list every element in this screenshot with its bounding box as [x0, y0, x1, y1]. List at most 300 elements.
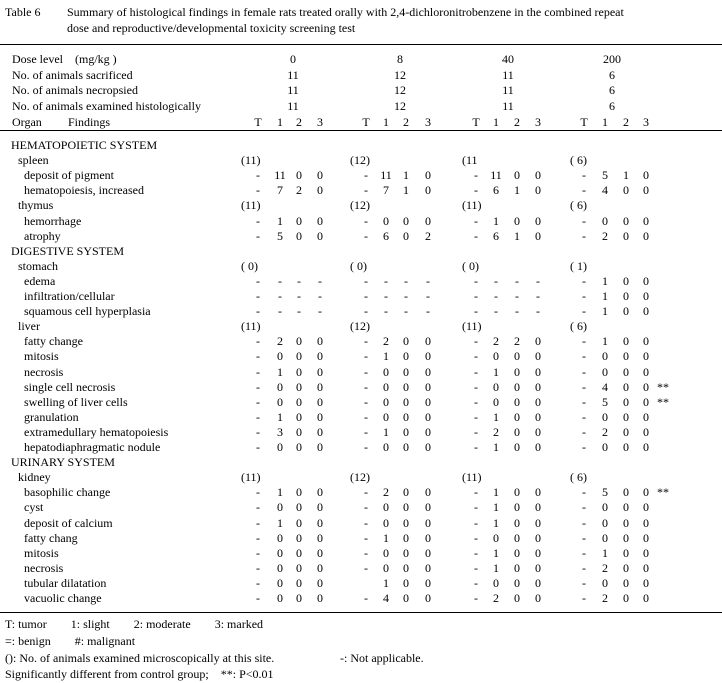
grade-cell: -	[364, 228, 368, 243]
header-row-value: 12	[394, 67, 406, 82]
grade-cell: 1	[383, 530, 389, 545]
grade-cell: -	[256, 394, 260, 409]
finding-label: single cell necrosis	[24, 379, 116, 394]
grade-cell: 0	[425, 560, 431, 575]
grade-cell: 0	[296, 424, 302, 439]
grade-cell: 1	[493, 515, 499, 530]
grade-cell: 0	[493, 394, 499, 409]
grade-cell: 0	[317, 183, 323, 198]
grade-cell: 1	[623, 168, 629, 183]
organ-count: ( 6)	[570, 153, 587, 168]
grade-cell: -	[474, 364, 478, 379]
grade-cell: -	[364, 424, 368, 439]
grade-cell: -	[256, 409, 260, 424]
grade-cell: 0	[317, 591, 323, 605]
grade-cell: 0	[317, 424, 323, 439]
header-row-value: 6	[609, 98, 615, 113]
grade-cell: -	[582, 530, 586, 545]
grade-cell: -	[364, 304, 368, 319]
grade-cell: -	[297, 273, 301, 288]
grade-cell: -	[384, 273, 388, 288]
grade-cell: 0	[317, 500, 323, 515]
organ-count: (11)	[241, 319, 261, 334]
system-heading: URINARY SYSTEM	[11, 455, 115, 470]
grade-cell: 1	[277, 515, 283, 530]
grade-cell: -	[582, 424, 586, 439]
grade-cell: 0	[403, 560, 409, 575]
grade-cell: 1	[602, 545, 608, 560]
grade-cell: 0	[425, 575, 431, 590]
grade-cell: -	[364, 560, 368, 575]
grade-cell: 0	[602, 575, 608, 590]
grade-cell: -	[582, 379, 586, 394]
grade-cell: 0	[623, 334, 629, 349]
grade-column-label: T	[472, 115, 480, 129]
grade-cell: -	[256, 560, 260, 575]
grade-cell: -	[364, 349, 368, 364]
grade-cell: 0	[514, 394, 520, 409]
grade-cell: 0	[403, 364, 409, 379]
finding-label: atrophy	[24, 228, 61, 243]
grade-cell: 0	[383, 500, 389, 515]
organ-count: (11)	[241, 470, 261, 485]
grade-cell: 6	[493, 228, 499, 243]
grade-cell: 0	[602, 349, 608, 364]
grade-cell: 1	[493, 440, 499, 454]
grade-cell: 0	[296, 560, 302, 575]
grade-cell: 0	[643, 273, 649, 288]
grade-cell: 1	[493, 485, 499, 500]
grade-cell: 0	[277, 394, 283, 409]
organ-label: stomach	[18, 258, 58, 273]
grade-cell: 0	[425, 183, 431, 198]
organ-label: thymus	[18, 198, 54, 213]
grade-cell: -	[536, 304, 540, 319]
grade-cell: -	[474, 228, 478, 243]
grade-cell: 0	[425, 424, 431, 439]
grade-cell: 0	[493, 575, 499, 590]
grade-cell: 2	[602, 560, 608, 575]
grade-cell: 0	[296, 530, 302, 545]
finding-label: necrosis	[24, 560, 64, 575]
organ-count: (12)	[350, 198, 370, 213]
grade-cell: 0	[535, 334, 541, 349]
grade-column-label: 1	[383, 115, 389, 129]
finding-label: deposit of pigment	[24, 168, 114, 183]
grade-column-label: 2	[623, 115, 629, 129]
grade-cell: 0	[425, 349, 431, 364]
grade-cell: 0	[535, 424, 541, 439]
grade-cell: 1	[277, 213, 283, 228]
grade-cell: 1	[602, 273, 608, 288]
grade-cell: 0	[643, 409, 649, 424]
grade-cell: 0	[425, 530, 431, 545]
grade-cell: 0	[403, 485, 409, 500]
grade-cell: 0	[425, 168, 431, 183]
header-row-value: 200	[603, 52, 621, 66]
grade-cell: 0	[296, 591, 302, 605]
grade-cell: 0	[403, 591, 409, 605]
grade-cell: 0	[296, 500, 302, 515]
grade-cell: 0	[383, 440, 389, 454]
grade-cell: 2	[383, 334, 389, 349]
grade-cell: -	[582, 304, 586, 319]
grade-cell: -	[474, 591, 478, 605]
grade-cell: 0	[535, 409, 541, 424]
grade-cell: 0	[535, 168, 541, 183]
grade-cell: 1	[383, 424, 389, 439]
grade-cell: 0	[403, 440, 409, 454]
grade-cell: -	[256, 183, 260, 198]
grade-cell: 0	[296, 394, 302, 409]
organ-count: (11)	[462, 319, 482, 334]
finding-label: hepatodiaphragmatic nodule	[24, 440, 161, 454]
grade-cell: -	[426, 289, 430, 303]
grade-cell: 0	[643, 213, 649, 228]
grade-cell: -	[474, 515, 478, 530]
grade-cell: -	[256, 440, 260, 454]
grade-cell: -	[318, 273, 322, 288]
grade-cell: 0	[317, 213, 323, 228]
grade-cell: 0	[623, 515, 629, 530]
header-row-value: 6	[609, 67, 615, 82]
grade-cell: 2	[602, 591, 608, 605]
grade-cell: -	[474, 424, 478, 439]
grade-cell: -	[364, 440, 368, 454]
finding-label: tubular dilatation	[24, 575, 107, 590]
grade-cell: 0	[296, 349, 302, 364]
grade-cell: 0	[535, 440, 541, 454]
grade-cell: 0	[514, 545, 520, 560]
grade-cell: 0	[317, 168, 323, 183]
grade-cell: -	[256, 304, 260, 319]
grade-cell: 7	[277, 183, 283, 198]
organ-count: ( 0)	[350, 258, 367, 273]
grade-cell: 0	[514, 440, 520, 454]
grade-cell: 0	[643, 394, 649, 409]
grade-cell: -	[515, 304, 519, 319]
grade-cell: -	[256, 379, 260, 394]
grade-cell: 0	[403, 394, 409, 409]
grade-cell: -	[515, 289, 519, 303]
header-row-value: 11	[502, 98, 514, 113]
grade-cell: -	[364, 545, 368, 560]
grade-cell: 0	[317, 575, 323, 590]
organ-label: liver	[18, 319, 40, 334]
grade-column-label: 1	[493, 115, 499, 129]
grade-cell: -	[474, 485, 478, 500]
grade-cell: 1	[602, 334, 608, 349]
grade-cell: 0	[425, 545, 431, 560]
grade-cell: -	[582, 183, 586, 198]
grade-cell: -	[278, 273, 282, 288]
table-label: Table 6	[5, 5, 41, 19]
grade-cell: -	[297, 289, 301, 303]
finding-label: basophilic change	[24, 485, 111, 500]
grade-cell: 0	[643, 349, 649, 364]
grade-cell: 0	[425, 500, 431, 515]
grade-cell: 0	[403, 424, 409, 439]
grade-cell: -	[582, 364, 586, 379]
grade-cell: 1	[277, 409, 283, 424]
grade-cell: 6	[493, 183, 499, 198]
grade-cell: -	[582, 575, 586, 590]
grade-cell: 4	[383, 591, 389, 605]
grade-cell: -	[582, 440, 586, 454]
organ-count: ( 0)	[241, 258, 258, 273]
grade-cell: 0	[277, 500, 283, 515]
grade-cell: 0	[403, 379, 409, 394]
caption-line-1: Summary of histological findings in female rats treated orally with 2,4-dichloronitrobenzene in the combined repeat	[67, 5, 624, 19]
grade-cell: 0	[623, 273, 629, 288]
grade-cell: 0	[493, 349, 499, 364]
grade-cell: 0	[317, 379, 323, 394]
grade-cell: 0	[643, 560, 649, 575]
grade-cell: 2	[493, 591, 499, 605]
grade-cell: -	[256, 575, 260, 590]
header-row-label: No. of animals sacrificed	[12, 67, 133, 82]
grade-cell: -	[364, 289, 368, 303]
grade-cell: 0	[643, 289, 649, 303]
grade-cell: -	[278, 289, 282, 303]
grade-cell: -	[364, 591, 368, 605]
grade-cell: 0	[643, 575, 649, 590]
grade-cell: -	[364, 334, 368, 349]
grade-cell: 0	[317, 334, 323, 349]
grade-cell: -	[536, 289, 540, 303]
grade-cell: -	[364, 273, 368, 288]
grade-cell: -	[474, 304, 478, 319]
footnote-not-applicable: -: Not applicable.	[340, 651, 424, 665]
grade-cell: 0	[623, 183, 629, 198]
system-heading: HEMATOPOIETIC SYSTEM	[11, 138, 158, 152]
grade-cell: -	[256, 273, 260, 288]
grade-cell: 0	[643, 591, 649, 605]
grade-cell: 0	[277, 560, 283, 575]
grade-column-label: T	[580, 115, 588, 129]
grade-cell: 0	[643, 379, 649, 394]
grade-cell: 0	[493, 530, 499, 545]
grade-cell: 0	[602, 500, 608, 515]
grade-cell: 0	[514, 168, 520, 183]
grade-cell: -	[582, 334, 586, 349]
grade-cell: 0	[317, 440, 323, 454]
grade-cell: 0	[602, 530, 608, 545]
grade-cell: 0	[623, 379, 629, 394]
grade-cell: 0	[623, 500, 629, 515]
grade-cell: -	[474, 394, 478, 409]
grade-cell: -	[582, 228, 586, 243]
grade-cell: -	[474, 349, 478, 364]
grade-cell: 0	[425, 334, 431, 349]
grade-cell: -	[474, 334, 478, 349]
grade-cell: 1	[403, 183, 409, 198]
grade-cell: -	[256, 515, 260, 530]
grade-cell: -	[256, 591, 260, 605]
finding-label: extramedullary hematopoiesis	[24, 424, 169, 439]
grade-cell: 0	[535, 485, 541, 500]
grade-cell: 0	[623, 213, 629, 228]
grade-cell: 0	[623, 530, 629, 545]
grade-cell: 11	[274, 168, 286, 183]
grade-cell: -	[426, 304, 430, 319]
grade-cell: 0	[277, 591, 283, 605]
grade-cell: 1	[403, 168, 409, 183]
header-row-label: Dose level (mg/kg )	[12, 52, 117, 66]
finding-label: swelling of liver cells	[24, 394, 128, 409]
grade-cell: 0	[514, 424, 520, 439]
grade-cell: -	[474, 530, 478, 545]
organ-count: ( 6)	[570, 198, 587, 213]
grade-cell: 6	[383, 228, 389, 243]
grade-cell: 0	[623, 485, 629, 500]
grade-cell: 0	[623, 440, 629, 454]
grade-cell: 0	[403, 500, 409, 515]
grade-cell: 0	[623, 364, 629, 379]
grade-cell: 0	[643, 304, 649, 319]
grade-cell: 0	[317, 485, 323, 500]
grade-cell: 0	[623, 575, 629, 590]
significance-mark: **	[657, 485, 669, 500]
grade-cell: 1	[383, 349, 389, 364]
grade-cell: 4	[602, 379, 608, 394]
grade-cell: 0	[403, 575, 409, 590]
grade-cell: 0	[277, 545, 283, 560]
grade-cell: -	[494, 304, 498, 319]
grade-cell: 1	[602, 304, 608, 319]
grade-column-label: T	[254, 115, 262, 129]
bottom-rule	[0, 612, 722, 613]
grade-cell: 0	[535, 530, 541, 545]
grade-cell: -	[364, 485, 368, 500]
organ-count: (11)	[241, 153, 261, 168]
finding-label: vacuolic change	[24, 591, 102, 605]
grade-cell: -	[384, 304, 388, 319]
grade-cell: 0	[403, 213, 409, 228]
grade-cell: 0	[514, 349, 520, 364]
grade-cell: 2	[602, 228, 608, 243]
grade-cell: 1	[514, 228, 520, 243]
grade-cell: 0	[317, 394, 323, 409]
caption-line-2: dose and reproductive/developmental toxicity screening test	[67, 21, 356, 35]
findings-column-label: Findings	[68, 115, 111, 129]
grade-cell: -	[256, 289, 260, 303]
grade-cell: 0	[535, 591, 541, 605]
grade-cell: 0	[383, 394, 389, 409]
grade-cell: 2	[602, 424, 608, 439]
grade-cell: -	[474, 183, 478, 198]
grade-cell: 5	[602, 394, 608, 409]
grade-cell: -	[582, 409, 586, 424]
grade-cell: -	[494, 289, 498, 303]
grade-cell: 0	[296, 485, 302, 500]
grade-cell: -	[384, 289, 388, 303]
grade-cell: -	[404, 273, 408, 288]
grade-cell: 0	[317, 409, 323, 424]
grade-cell: 0	[643, 168, 649, 183]
grade-cell: 0	[514, 560, 520, 575]
header-row-value: 12	[394, 98, 406, 113]
grade-column-label: 2	[514, 115, 520, 129]
grade-cell: 0	[493, 379, 499, 394]
grade-cell: 0	[317, 364, 323, 379]
grade-cell: 2	[493, 424, 499, 439]
grade-cell: -	[364, 500, 368, 515]
grade-cell: 0	[403, 515, 409, 530]
grade-cell: 7	[383, 183, 389, 198]
grade-cell: -	[404, 304, 408, 319]
grade-cell: 0	[643, 545, 649, 560]
grade-cell: 0	[514, 500, 520, 515]
grade-cell: 0	[602, 409, 608, 424]
grade-cell: 0	[514, 364, 520, 379]
finding-label: hemorrhage	[24, 213, 82, 228]
grade-cell: -	[474, 273, 478, 288]
grade-cell: -	[474, 575, 478, 590]
grade-cell: -	[536, 273, 540, 288]
grade-column-label: T	[362, 115, 370, 129]
header-row-label: No. of animals examined histologically	[12, 98, 201, 113]
grade-cell: 0	[403, 334, 409, 349]
grade-cell: 0	[535, 560, 541, 575]
grade-cell: 2	[277, 334, 283, 349]
grade-cell: 0	[535, 213, 541, 228]
grade-cell: -	[364, 183, 368, 198]
grade-cell: 0	[317, 560, 323, 575]
grade-cell: 0	[425, 485, 431, 500]
significance-mark: **	[657, 394, 669, 409]
grade-cell: -	[364, 213, 368, 228]
grade-cell: 0	[535, 394, 541, 409]
organ-count: (12)	[350, 470, 370, 485]
grade-cell: 0	[425, 440, 431, 454]
organ-count: (12)	[350, 319, 370, 334]
grade-cell: -	[256, 349, 260, 364]
grade-cell: 0	[296, 213, 302, 228]
organ-count: (11)	[462, 470, 482, 485]
header-row-value: 6	[609, 83, 615, 97]
grade-cell: 0	[623, 591, 629, 605]
grade-cell: 0	[296, 545, 302, 560]
grade-column-label: 3	[317, 115, 323, 129]
grade-cell: 0	[643, 228, 649, 243]
grade-cell: -	[297, 304, 301, 319]
grade-cell: -	[582, 273, 586, 288]
grade-cell: 0	[296, 228, 302, 243]
header-row-value: 11	[502, 83, 514, 97]
grade-column-label: 3	[643, 115, 649, 129]
grade-cell: 0	[425, 515, 431, 530]
grade-cell: 0	[535, 364, 541, 379]
header-row-value: 40	[502, 52, 514, 66]
grade-cell: 0	[403, 409, 409, 424]
grade-cell: 0	[425, 394, 431, 409]
grade-column-label: 1	[602, 115, 608, 129]
significance-mark: **	[657, 379, 669, 394]
finding-label: fatty change	[24, 334, 83, 349]
grade-cell: -	[318, 304, 322, 319]
grade-cell: -	[256, 213, 260, 228]
grade-cell: 3	[277, 424, 283, 439]
grade-cell: 0	[296, 168, 302, 183]
header-rule	[0, 130, 722, 131]
grade-cell: 0	[277, 349, 283, 364]
footnote-examined: (): No. of animals examined microscopically at this site.	[5, 651, 275, 665]
grade-cell: -	[582, 485, 586, 500]
grade-cell: 0	[643, 515, 649, 530]
grade-cell: 2	[493, 334, 499, 349]
grade-cell: 0	[643, 364, 649, 379]
